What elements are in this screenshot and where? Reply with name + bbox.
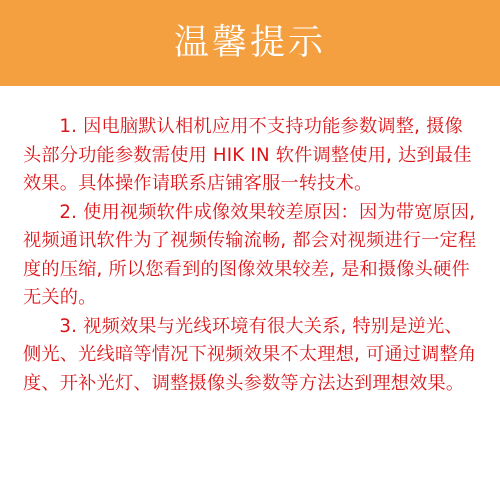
notice-paragraph-3: 3. 视频效果与光线环境有很大关系, 特别是逆光、侧光、光线暗等情况下视频效果不太理想, 可通过调整角度、开补光灯、调整摄像头参数等方法达到理想效果。 xyxy=(23,315,477,394)
page-title: 温馨提示 xyxy=(173,23,326,63)
notice-paragraph-2: 2. 使用视频软件成像效果较差原因：因为带宽原因, 视频通讯软件为了视频传输流畅, 都会对视频进行一定程度的压缩, 所以您看到的图像效果较差, 是和摄像头硬件无关的。 xyxy=(23,201,477,308)
notice-content xyxy=(23,113,479,398)
header-banner xyxy=(0,0,500,86)
notice-paragraph-1: 1. 因电脑默认相机应用不支持功能参数调整, 摄像头部分功能参数需使用 HIK IN 软件调整使用, 达到最佳效果。具体操作请联系店铺客服一转技术。 xyxy=(23,116,472,194)
